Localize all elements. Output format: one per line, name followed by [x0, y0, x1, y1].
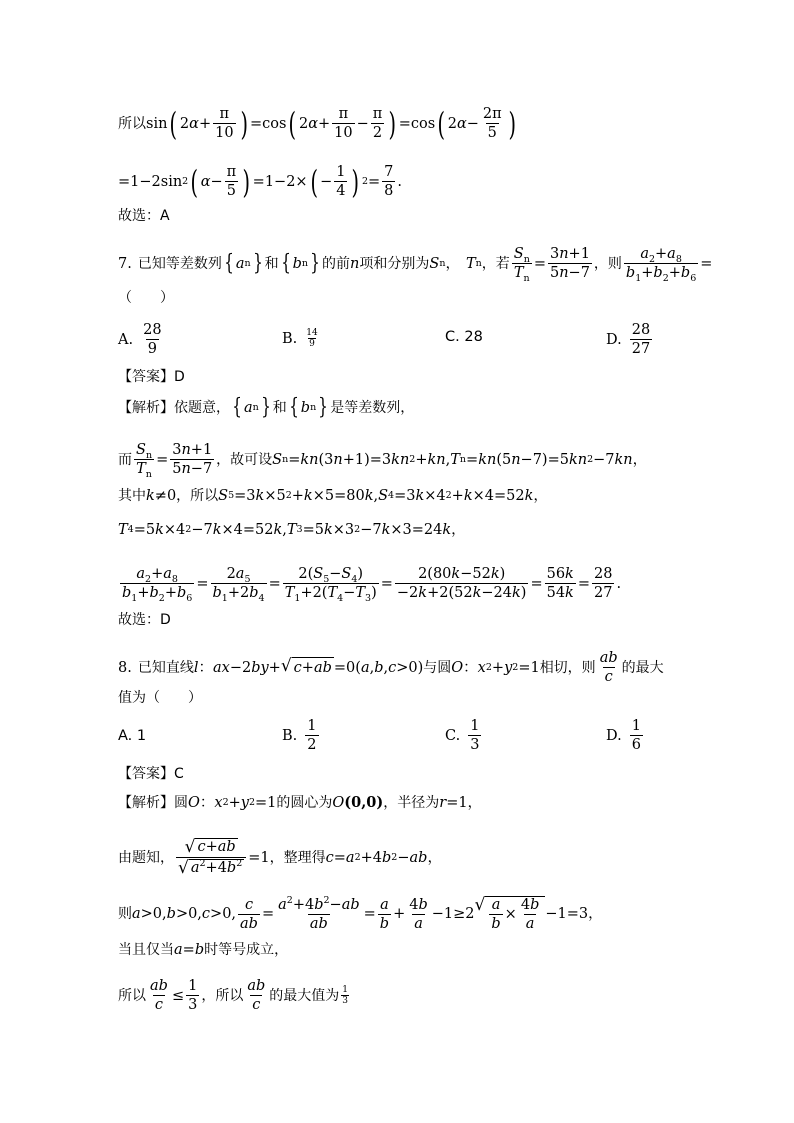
q8-analysis-2: 由题知， √ c+ab √ $a^2+4b^2$ =1 ，整理得 c = a 2 +4 b 2 − ab ， — [118, 837, 442, 878]
question-8-cont: 值为（ ） — [118, 690, 202, 706]
q8-option-d: D. $\frac{1}{6}$ — [606, 718, 641, 753]
question-7: 7. 已知等差数列 { a n } 和 { b n } 的前 n 项和分别为 S n ， T n ，若 $\frac{S_n}{T_n}$ = $\frac{3n+1}{5n-7}$ ，则 $\frac{a_2+a_8}{b_1+b_2+b_6}$ = — [118, 246, 713, 284]
q7-option-b: B. $\frac{14}{9}$ — [282, 328, 318, 349]
q7-analysis-1: 【解析】 依题意， { a n } 和 { b n } 是等差数列， — [118, 395, 415, 420]
q7-option-c: C. 28 — [445, 329, 483, 345]
q8-answer: 【答案】C — [118, 766, 184, 782]
q8-option-c: C. $\frac{1}{3}$ — [445, 718, 480, 753]
q7-analysis-4: T 4 =5 k ×4 2 −7 k ×4=52 k , T 3 =5 k ×3 2 −7 k ×3=24 k ， — [118, 522, 466, 538]
q8-analysis-1: 【解析】 圆 O ： x 2 + y 2 =1 的圆心为 O (0,0) ，半径为 r =1， — [118, 794, 483, 811]
q7-analysis-5: $\frac{a_2+a_8}{b_1+b_2+b_6}$ = $\frac{2a_5}{b_1+2b_4}$ = $\frac{2(S_5-S_4)}{T_1+2(T_4-T_3)}$ = $\frac{2(80k-52k)}{-2k+2(52k-24k)}$ = $\frac{56k}{54k}$ = $\frac{28}{27}$ . — [122, 566, 622, 604]
select-answer-a: 故选：A — [118, 208, 170, 224]
select-answer-d: 故选：D — [118, 612, 171, 628]
q7-option-d: D. $\frac{28}{27}$ — [606, 322, 651, 357]
solution-line-result: =1−2sin 2 ( α − $\frac{\pi}{5}$ ) =1−2× ( − $\frac{1}{4}$ ) 2 = $\frac{7}{8}$ . — [118, 162, 402, 201]
q8-option-b: B. $\frac{1}{2}$ — [282, 718, 317, 753]
q8-analysis-5: 所以 $\frac{ab}{c}$ ≤ $\frac{1}{3}$ ，所以 $\frac{ab}{c}$ 的最大值为 $\frac{1}{3}$ — [118, 978, 348, 1013]
q8-option-a: A. 1 — [118, 728, 147, 744]
q7-analysis-2: 而 $\frac{S_n}{T_n}$ = $\frac{3n+1}{5n-7}$ ，故可设 S n = kn (3 n +1)=3 kn 2 + kn , T n = kn (5 n −7)=5 kn 2 −7 kn ， — [118, 442, 648, 480]
question-8: 8. 已知直线 l ： ax −2 by + √ c+ab =0( a , b , c >0) 与圆 O ： x 2 + y 2 =1 相切，则 $\frac{ab}{c}$ 的最大 — [118, 650, 664, 685]
q8-analysis-4: 当且仅当 a = b 时等号成立， — [118, 942, 289, 958]
q7-answer: 【答案】D — [118, 369, 185, 385]
question-7-blank: （ ） — [118, 290, 174, 306]
q8-analysis-3: 则 a >0, b >0, c >0, $\frac{c}{ab}$ = $\frac{a^2+4b^2-ab}{ab}$ = $\frac{a}{b}$ + $\frac{4b}{a}$ −1≥2 √ $\frac{a}{b}$ × $\frac{4b}{a}$ −1=3， — [118, 894, 603, 932]
q7-analysis-3: 其中 k ≠0 ，所以 S 5 =3 k ×5 2 + k ×5=80 k , S 4 =3 k ×4 2 + k ×4=52 k ， — [118, 488, 548, 504]
q7-option-a: A. $\frac{28}{9}$ — [118, 322, 162, 357]
solution-line-sin: 所以 sin ( 2 α + $\frac{\pi}{10}$ ) =cos ( 2 α + $\frac{\pi}{10}$ − $\frac{\pi}{2}$ ) =cos ( 2 α − $\frac{2\pi}{5}$ ) — [118, 104, 516, 143]
